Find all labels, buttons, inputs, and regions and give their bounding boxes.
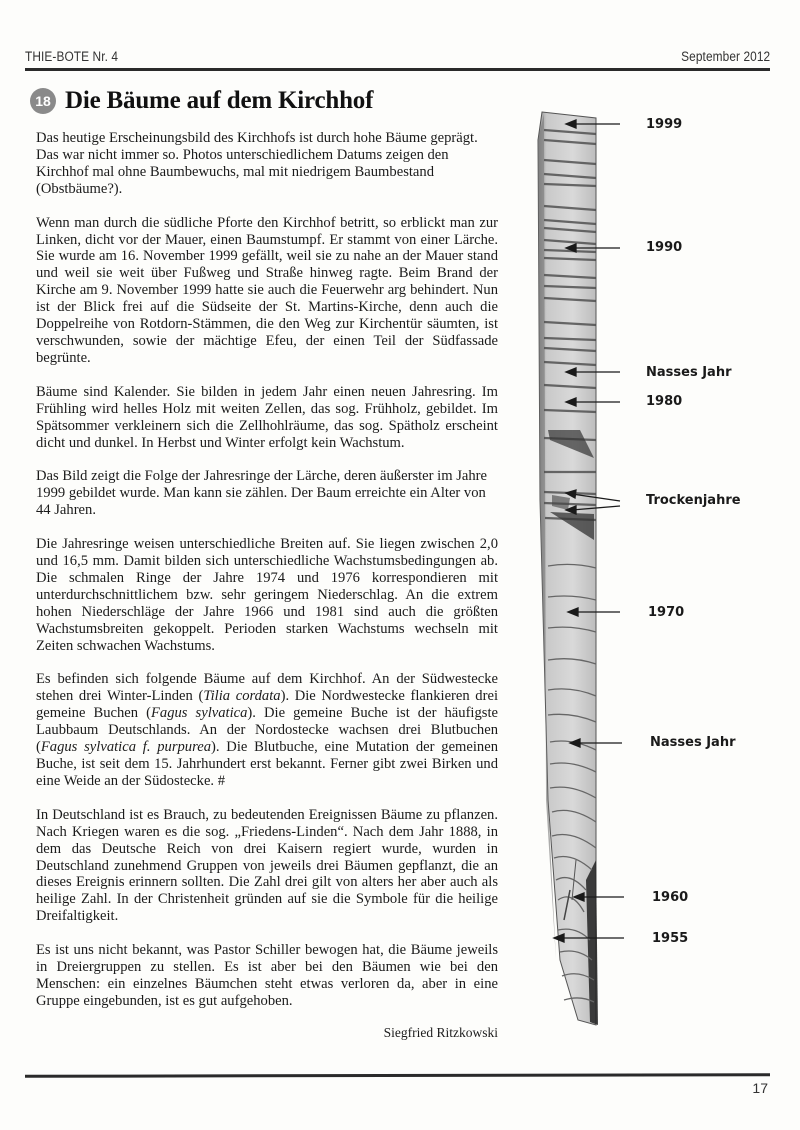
article-title: Die Bäume auf dem Kirchhof	[65, 87, 374, 114]
issue-date: September 2012	[680, 49, 770, 64]
header-rule	[25, 68, 770, 71]
ring-label-wet-year-1: Nasses Jahr	[646, 365, 732, 380]
species-name: Tilia cordata	[203, 688, 281, 705]
paragraph-calendar: Bäume sind Kalender. Sie bilden in jedem Jahr einen neuen Jahresring. Im Frühling wird helles Holz mit weiten Zellen, das sog. Frühholz, gebildet. Im Spätsommer verkleinern sich die Zellhohlräume, das sog. Spätholz erscheint dicht und dunkel. In Herbst und Winter erfolgt kein Wachstum.	[36, 383, 498, 451]
ring-label-1955: 1955	[652, 931, 689, 946]
paragraph-intro: Das heutige Erscheinungsbild des Kirchhofs ist durch hohe Bäume geprägt. Das war nicht immer so. Photos unterschiedlichem Datums zeigen den Kirchhof mal ohne Baumbewuchs, mal mit niedrigem Baumbestand (Obstbäume?).	[36, 130, 478, 197]
footer-rule	[25, 1073, 770, 1078]
page-number: 17	[752, 1080, 768, 1096]
ring-label-dry-years: Trockenjahre	[646, 493, 741, 508]
author-byline: Siegfried Ritzkowski	[383, 1024, 498, 1040]
species-name: Fagus sylvatica	[151, 705, 248, 722]
paragraph-species: Es befinden sich folgende Bäume auf dem Kirchhof. An der Südwestecke stehen drei Winter-Linden (Tilia cordata). Die Nordwestecke flankieren drei gemeine Buchen (Fagus sylvatica). Die gemeine Buche ist der häufigste Laubbaum Deutschlands. An der Nordostecke wachsen drei Blutbuchen (Fagus sylvatica f. purpurea). Die Blutbuche, eine Mutation der gemeinen Buche, ist seit dem 15. Jahrhundert erst bekannt. Ferner gibt zwei Birken und eine Weide an der Südostecke. #	[36, 671, 498, 789]
paragraph-image: Das Bild zeigt die Folge der Jahresringe der Lärche, deren äußerster im Jahre 1999 gebildet wurde. Man kann sie zählen. Der Baum erreichte ein Alter von 44 Jahren.	[36, 468, 488, 519]
tree-ring-figure	[520, 100, 800, 1040]
article-body	[36, 130, 498, 1042]
ring-label-1980: 1980	[646, 394, 683, 409]
article-number-badge: 18	[30, 88, 56, 114]
ring-label-1960: 1960	[652, 890, 689, 905]
ring-label-wet-year-2: Nasses Jahr	[650, 735, 736, 750]
ring-label-1990: 1990	[646, 240, 683, 255]
paragraph-conclusion: Es ist uns nicht bekannt, was Pastor Schiller bewogen hat, die Bäume jeweils in Dreiergruppen zu stellen. Es ist aber bei den Bäumen wie bei den Menschen: ein einzelnes Bäumchen steht etwas verloren da, aber in eine Gruppe eingebunden, ist es gut aufgehoben.	[36, 942, 498, 1009]
species-name: Fagus sylvatica f. purpurea	[40, 739, 212, 756]
publication-name: THIE-BOTE Nr. 4	[25, 49, 119, 64]
ring-label-1970: 1970	[648, 605, 685, 620]
article-heading	[30, 87, 373, 115]
paragraph-stump: Wenn man durch die südliche Pforte den Kirchhof betritt, so erblickt man zur Linken, dicht vor der Mauer, einen Baumstumpf. Er stammt von einer Lärche. Sie wurde am 16. November 1999 gefällt, weil sie zu nahe an der Mauer stand und weil sie weit über Fußweg und Straße hinweg ragte. Beim Brand der Kirche am 9. November 1999 hatte sie auch die Feuerwehr arg behindert. Nun ist der Blick frei auf die Südseite der St. Martins-Kirche, denn auch die Doppelreihe von Rotdorn-Stämmen, die den Weg zur Kirchentür säumten, ist verschwunden, sowie der mächtige Efeu, der einen Teil der Südfassade begrünte.	[36, 214, 498, 366]
paragraph-tradition: In Deutschland ist es Brauch, zu bedeutenden Ereignissen Bäume zu pflanzen. Nach Kriegen waren es die sog. „Friedens-Linden“. Nach dem Jahr 1888, in dem das Deutsche Reich von drei Kaisern regiert wurde, wurden in Deutschland zunehmend Gruppen von jeweils drei Bäumen gepflanzt, die an dieses Ereignis erinnern sollten. Die Zahl drei gilt von alters her aber auch als heilige Zahl. In der Christenheit gründen auf sie die Symbole für die heilige Dreifaltigkeit.	[36, 806, 498, 925]
paragraph-ring-widths: Die Jahresringe weisen unterschiedliche Breiten auf. Sie liegen zwischen 2,0 und 16,5 mm. Damit bilden sich unterschiedliche Wachstumsbedingungen ab. Die schmalen Ringe der Jahre 1974 und 1976 korrespondieren mit unterdurchschnittlichem bzw. sehr geringem Niederschlag. An die extrem hohen Niederschläge der Jahre 1966 und 1981 sind auch die größten Wachstumsbreiten gekoppelt. Perioden starken Wachstums wechseln mit Zeiten schwachen Wachstums.	[36, 536, 498, 654]
ring-label-1999: 1999	[646, 117, 683, 132]
